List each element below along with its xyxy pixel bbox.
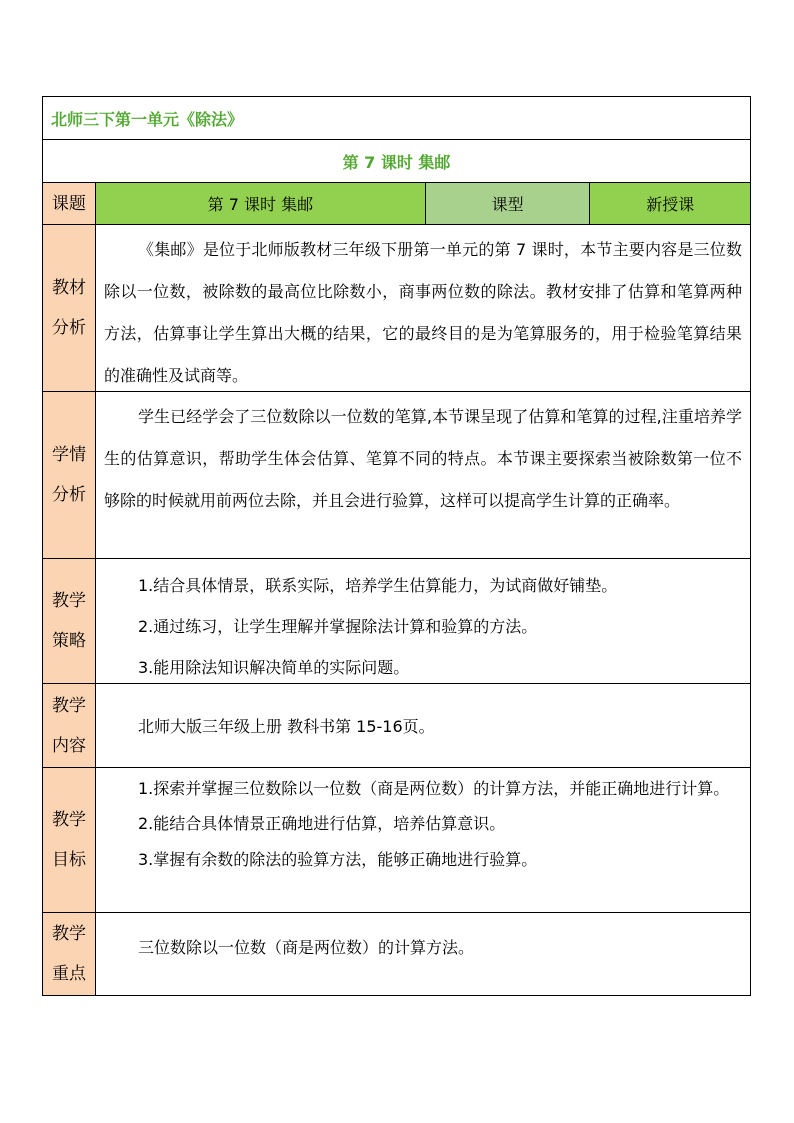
strategy-content xyxy=(95,559,750,683)
label-line: 内容 xyxy=(52,735,86,756)
goals-label xyxy=(43,768,95,912)
goal-item: 2.能结合具体情景正确地进行估算，培养估算意识。 xyxy=(138,814,506,833)
student-analysis-row xyxy=(43,391,750,558)
topic-label xyxy=(43,183,95,224)
textbook-analysis-label xyxy=(43,225,95,391)
textbook-analysis-row xyxy=(43,224,750,391)
type-value: 新授课 xyxy=(589,183,750,224)
student-analysis-text: 学生已经学会了三位数除以一位数的笔算,本节课呈现了估算和笔算的过程,注重培养学生的估算意识，帮助学生体会估算、笔算不同的特点。本节课主要探索当被除数第一位不够除的时候就用前两位去除，并且会进行验算，这样可以提高学生计算的正确率。 xyxy=(104,407,742,510)
strategy-item: 1.结合具体情景，联系实际，培养学生估算能力，为试商做好铺垫。 xyxy=(138,576,618,595)
strategy-row xyxy=(43,558,750,683)
lesson-plan-table xyxy=(42,96,751,996)
label-line: 教材 xyxy=(52,278,86,298)
key-points-row xyxy=(43,912,750,995)
student-analysis-label xyxy=(43,392,95,558)
strategy-label xyxy=(43,559,95,683)
label-line: 教学 xyxy=(52,810,86,830)
label-line: 目标 xyxy=(52,850,86,870)
student-analysis-content xyxy=(95,392,750,558)
goal-item: 3.掌握有余数的除法的验算方法，能够正确地进行验算。 xyxy=(138,850,538,869)
strategy-item: 3.能用除法知识解决简单的实际问题。 xyxy=(138,658,410,677)
lesson-title-row xyxy=(43,139,750,182)
unit-title-row xyxy=(43,97,750,139)
label-line: 分析 xyxy=(52,318,86,338)
goal-item: 1.探索并掌握三位数除以一位数（商是两位数）的计算方法，并能正确地进行计算。 xyxy=(138,779,730,798)
unit-title: 北师三下第一单元《除法》 xyxy=(51,110,244,129)
content-row xyxy=(43,683,750,767)
content-label xyxy=(43,684,95,767)
content-text: 北师大版三年级上册 教科书第 15-16页。 xyxy=(95,684,750,767)
textbook-analysis-content xyxy=(95,225,750,391)
topic-row xyxy=(43,182,750,224)
key-points-label xyxy=(43,913,95,995)
label-line: 教学 xyxy=(52,591,86,611)
label-line: 教学 xyxy=(52,924,86,944)
textbook-analysis-text: 《集邮》是位于北师版教材三年级下册第一单元的第 7 课时，本节主要内容是三位数除以一位数，被除数的最高位比除数小，商事两位数的除法。教材安排了估算和笔算两种方法，估算事让学生算出大概的结果，它的最终目的是为笔算服务的，用于检验笔算结果的准确性及试商等。 xyxy=(104,240,742,385)
topic-value: 第 7 课时 集邮 xyxy=(95,183,425,224)
type-label: 课型 xyxy=(425,183,590,224)
strategy-item: 2.通过练习，让学生理解并掌握除法计算和验算的方法。 xyxy=(138,617,538,636)
goals-row xyxy=(43,767,750,912)
topic-label-text: 课题 xyxy=(51,193,86,214)
label-line: 重点 xyxy=(52,964,86,984)
lesson-title: 第 7 课时 集邮 xyxy=(342,153,451,172)
label-line: 学情 xyxy=(52,445,86,465)
label-line: 教学 xyxy=(52,695,86,716)
label-line: 分析 xyxy=(52,485,86,505)
key-points-text: 三位数除以一位数（商是两位数）的计算方法。 xyxy=(95,913,750,995)
label-line: 策略 xyxy=(52,631,86,651)
goals-content xyxy=(95,768,750,912)
